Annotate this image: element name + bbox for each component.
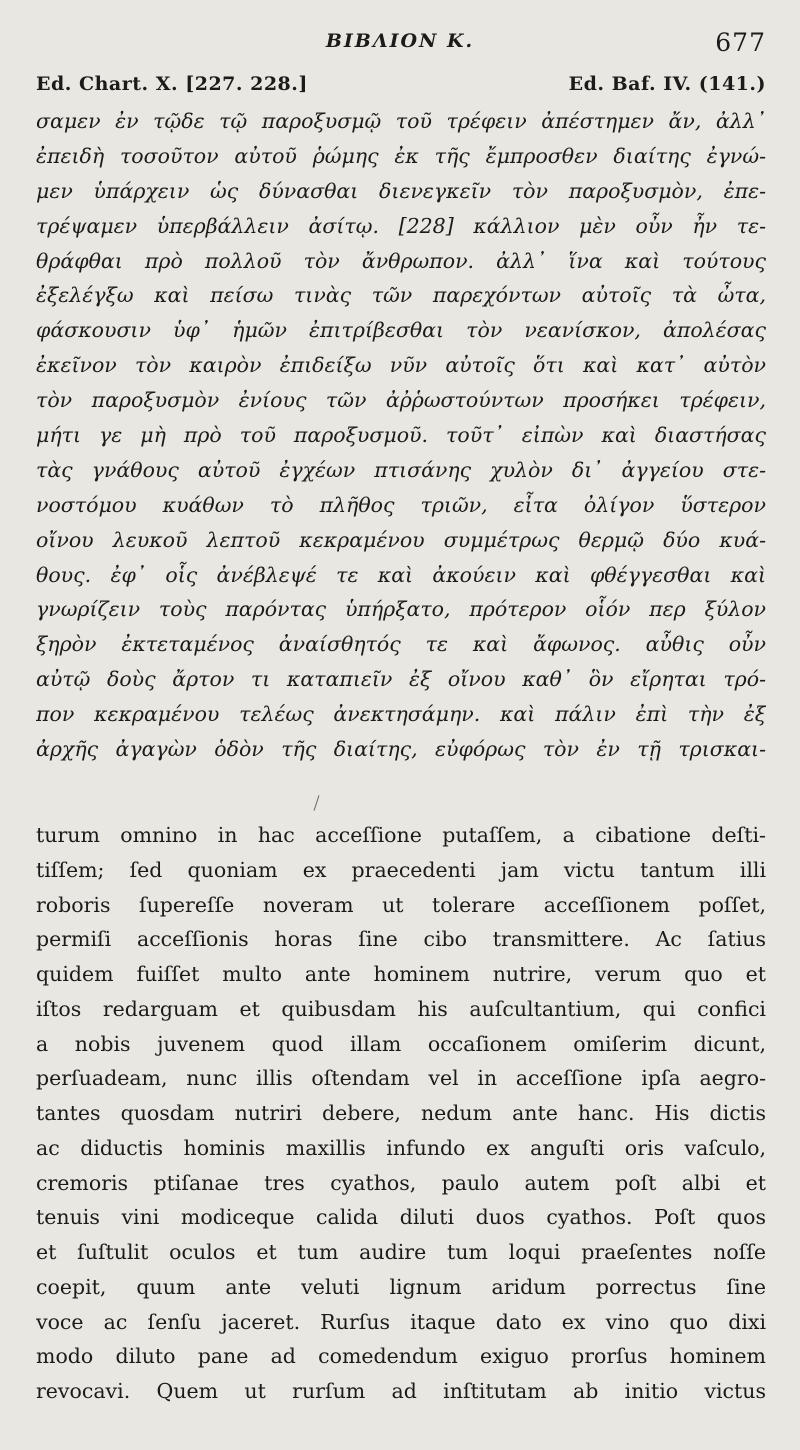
latin-line: roboris ſupereſſe noveram ut tolerare acceſſionem poſſet, bbox=[36, 892, 766, 917]
page-number: 677 bbox=[715, 28, 766, 57]
greek-line: σαμεν ἐν τῷδε τῷ παροξυσμῷ τοῦ τρέφειν ἀπέστημεν ἄν, ἀλλ᾽ bbox=[36, 109, 766, 133]
greek-line: νοστόμου κυάθων τὸ πλῆθος τριῶν, εἶτα ὀλίγον ὕστερον bbox=[36, 492, 766, 517]
latin-line: tantes quosdam nutriri debere, nedum ante hanc. His dictis bbox=[36, 1101, 766, 1125]
greek-line: ξηρὸν ἐκτεταμένος ἀναίσθητός τε καὶ ἄφωνος. αὖθις οὖν bbox=[36, 632, 766, 657]
greek-line: αὐτῷ δοὺς ἄρτον τι καταπιεῖν ἐξ οἴνου καθ᾽ ὃν εἴρηται τρό- bbox=[36, 667, 766, 692]
latin-line: iſtos redarguam et quibusdam his auſcultantium, qui confici bbox=[36, 996, 766, 1021]
greek-line: γνωρίζειν τοὺς παρόντας ὑπήρξατο, πρότερον οἷόν περ ξύλον bbox=[36, 597, 766, 622]
greek-line: τὸν παροξυσμὸν ἐνίους τῶν ἀῤῥωστούντων προσήκει τρέφειν, bbox=[36, 388, 766, 413]
greek-line: μεν ὑπάρχειν ὡς δύνασθαι διενεγκεῖν τὸν παροξυσμὸν, ἐπε- bbox=[36, 178, 766, 203]
greek-line: οἴνου λευκοῦ λεπτοῦ κεκραμένου συμμέτρως θερμῷ δύο κυά- bbox=[36, 527, 766, 552]
greek-line: τρέψαμεν ὑπερβάλλειν ἀσίτῳ. [228] κάλλιον μὲν οὖν ἦν τε- bbox=[36, 213, 766, 238]
greek-line: ἐκεῖνον τὸν καιρὸν ἐπιδείξω νῦν αὐτοῖς ὅτι καὶ κατ᾽ αὐτὸν bbox=[36, 353, 766, 378]
latin-line: a nobis juvenem quod illam occaſionem omiſerim dicunt, bbox=[36, 1031, 766, 1056]
latin-line: permiſi acceſſionis horas ſine cibo transmittere. Ac ſatius bbox=[36, 927, 766, 952]
latin-line: perſuadeam, nunc illis oſtendam vel in acceſſione ipſa aegro- bbox=[36, 1066, 766, 1091]
running-title: BIBΛΙΟΝ Κ. bbox=[325, 30, 475, 52]
greek-line: μήτι γε μὴ πρὸ τοῦ παροξυσμοῦ. τοῦτ᾽ εἰπὼν καὶ διαστήσας bbox=[36, 423, 766, 448]
latin-line: tiſſem; ſed quoniam ex praecedenti jam victu tantum illi bbox=[36, 857, 766, 882]
latin-line: cremoris ptiſanae tres cyathos, paulo autem poſt albi et bbox=[36, 1170, 766, 1195]
latin-line: coepit, quum ante veluti lignum aridum porrectus ſine bbox=[36, 1274, 766, 1299]
greek-line: θους. ἐφ᾽ οἷς ἀνέβλεψέ τε καὶ ἀκούειν καὶ φθέγγεσθαι καὶ bbox=[36, 562, 766, 587]
greek-line: ἀρχῆς ἀγαγὼν ὁδὸν τῆς διαίτης, εὐφόρως τὸν ἐν τῇ τρισκαι- bbox=[36, 737, 766, 762]
edition-reference-line bbox=[36, 73, 766, 95]
greek-line: θράφθαι πρὸ πολλοῦ τὸν ἄνθρωπον. ἀλλ᾽ ἵνα καὶ τούτους bbox=[36, 248, 766, 273]
greek-line: φάσκουσιν ὑφ᾽ ἡμῶν ἐπιτρίβεσθαι τὸν νεανίσκον, ἀπολέσας bbox=[36, 318, 766, 343]
greek-line: ἐξελέγξω καὶ πείσω τινὰς τῶν παρεχόντων αὐτοῖς τὰ ὦτα, bbox=[36, 283, 766, 308]
edition-reference-left: Ed. Chart. X. [227. 228.] bbox=[36, 73, 308, 95]
latin-line: quidem fuiſſet multo ante hominem nutrire, verum quo et bbox=[36, 962, 766, 986]
greek-line: ἐπειδὴ τοσοῦτον αὐτοῦ ῥώμης ἐκ τῆς ἔμπροσθεν διαίτης ἐγνώ- bbox=[36, 143, 766, 168]
greek-text-block bbox=[36, 104, 766, 767]
edition-reference-right: Ed. Baf. IV. (141.) bbox=[568, 73, 766, 95]
latin-text-block bbox=[36, 818, 766, 1409]
latin-line: voce ac ſenſu jaceret. Rurſus itaque dato ex vino quo dixi bbox=[36, 1309, 766, 1334]
latin-line: et ſuſtulit oculos et tum audire tum loqui praeſentes noſſe bbox=[36, 1240, 766, 1264]
greek-line: τὰς γνάθους αὐτοῦ ἐγχέων πτισάνης χυλὸν δι᾽ ἀγγείου στε- bbox=[36, 457, 766, 482]
greek-line: πον κεκραμένου τελέως ἀνεκτησάμην. καὶ πάλιν ἐπὶ τὴν ἐξ bbox=[36, 702, 766, 727]
latin-line: revocavi. Quem ut rurſum ad inſtitutam ab initio victus bbox=[36, 1379, 766, 1403]
latin-line: turum omnino in hac acceſſione putaſſem, a cibatione deſti- bbox=[36, 823, 766, 847]
latin-line: ac diductis hominis maxillis infundo ex anguſti oris vaſculo, bbox=[36, 1135, 766, 1160]
stray-ink-mark bbox=[314, 795, 320, 811]
latin-line: modo diluto pane ad comedendum exiguo prorſus hominem bbox=[36, 1344, 766, 1369]
latin-line: tenuis vini modiceque calida diluti duos cyathos. Poſt quos bbox=[36, 1205, 766, 1230]
